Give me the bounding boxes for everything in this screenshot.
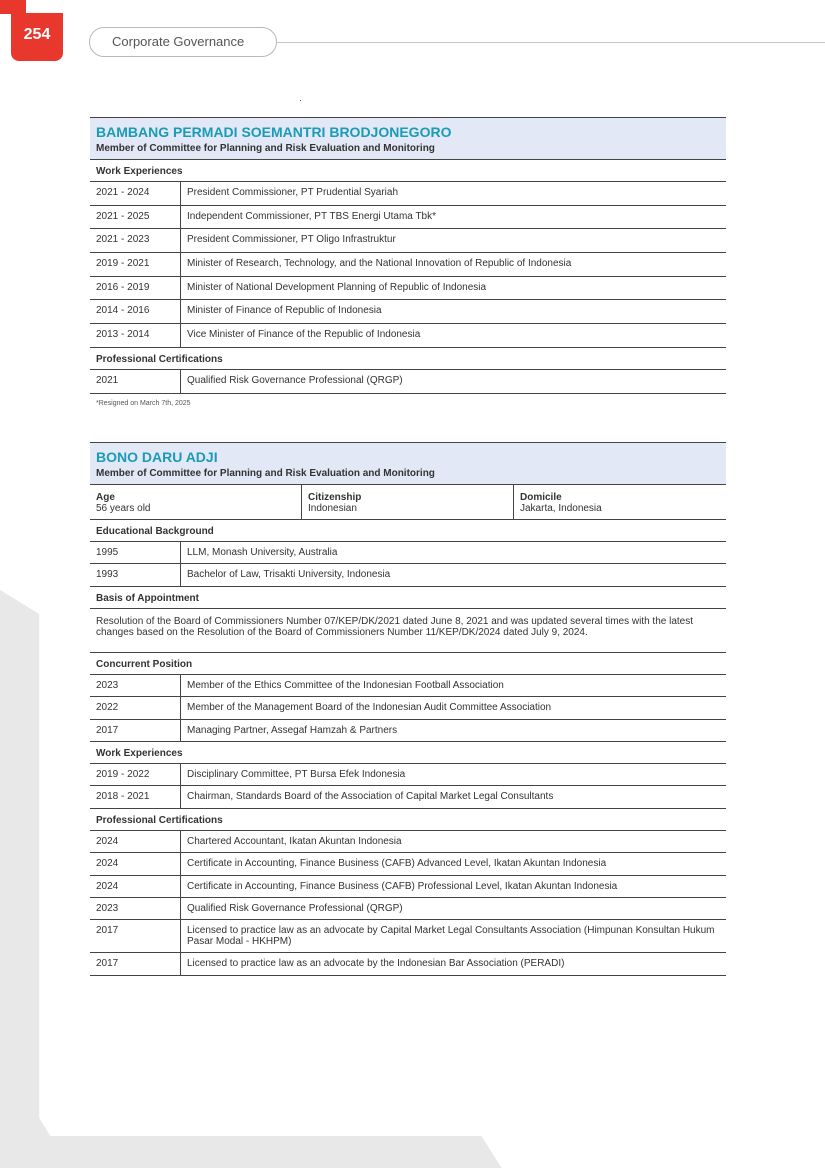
row-year: 2017 <box>90 920 181 952</box>
stray-dot <box>300 100 301 101</box>
row-year: 2021 - 2024 <box>90 182 181 205</box>
page-tab-corner <box>0 0 26 14</box>
educational-background-title: Educational Background <box>90 520 726 542</box>
row-year: 1993 <box>90 564 181 585</box>
row-year: 2021 - 2023 <box>90 229 181 252</box>
table-row <box>90 953 726 975</box>
row-desc: Minister of Finance of Republic of Indonesia <box>187 305 382 317</box>
row-desc: Disciplinary Committee, PT Bursa Efek Indonesia <box>187 768 406 780</box>
row-year: 2024 <box>90 831 181 852</box>
domicile-cell <box>514 485 726 519</box>
domicile-label: Domicile <box>520 492 562 503</box>
table-row <box>90 542 726 564</box>
row-desc: Chairman, Standards Board of the Association of Capital Market Legal Consultants <box>187 791 554 803</box>
row-desc: Bachelor of Law, Trisakti University, Indonesia <box>187 569 391 581</box>
row-year: 2021 - 2025 <box>90 206 181 229</box>
table-row <box>90 277 726 301</box>
professional-certifications-title: Professional Certifications <box>90 348 726 370</box>
row-year: 2018 - 2021 <box>90 786 181 807</box>
row-desc: Minister of National Development Planning of Republic of Indonesia <box>187 281 487 293</box>
concurrent-position-title: Concurrent Position <box>90 653 726 675</box>
row-year: 2023 <box>90 898 181 919</box>
age-value: 56 years old <box>96 503 151 514</box>
row-desc: Vice Minister of Finance of the Republic of Indonesia <box>187 329 421 341</box>
table-row <box>90 564 726 586</box>
profile-role: Member of Committee for Planning and Risk Evaluation and Monitoring <box>96 468 435 479</box>
row-year: 2019 - 2022 <box>90 764 181 785</box>
footnote: *Resigned on March 7th, 2025 <box>96 399 191 407</box>
citizenship-cell <box>302 485 514 519</box>
table-row <box>90 324 726 348</box>
profile-bambang <box>90 117 726 407</box>
age-label: Age <box>96 492 115 503</box>
row-desc: Chartered Accountant, Ikatan Akuntan Indonesia <box>187 835 402 847</box>
row-year: 2019 - 2021 <box>90 253 181 276</box>
row-year: 2024 <box>90 876 181 897</box>
row-desc: Qualified Risk Governance Professional (QRGP) <box>187 374 403 386</box>
row-desc: Certificate in Accounting, Finance Business (CAFB) Professional Level, Ikatan Akuntan Indonesia <box>187 880 618 892</box>
table-row <box>90 229 726 253</box>
row-year: 2016 - 2019 <box>90 277 181 300</box>
table-row <box>90 675 726 697</box>
work-experiences-title: Work Experiences <box>90 742 726 764</box>
citizenship-label: Citizenship <box>308 492 362 503</box>
table-row <box>90 720 726 742</box>
table-row <box>90 920 726 953</box>
work-experiences-title: Work Experiences <box>90 160 726 182</box>
row-desc: LLM, Monash University, Australia <box>187 547 338 558</box>
row-year: 2022 <box>90 697 181 718</box>
row-year: 2014 - 2016 <box>90 300 181 323</box>
row-year: 2017 <box>90 720 181 741</box>
profile-name: BONO DARU ADJI <box>96 449 218 465</box>
table-row <box>90 182 726 206</box>
table-row <box>90 898 726 920</box>
row-desc: Qualified Risk Governance Professional (QRGP) <box>187 902 403 914</box>
table-row <box>90 831 726 853</box>
row-desc: Managing Partner, Assegaf Hamzah & Partners <box>187 724 398 736</box>
profile-header <box>90 442 726 485</box>
profile-role: Member of Committee for Planning and Risk Evaluation and Monitoring <box>96 143 435 154</box>
row-desc: Licensed to practice law as an advocate by the Indonesian Bar Association (PERADI) <box>187 958 565 970</box>
row-year: 1995 <box>90 542 181 563</box>
basis-of-appointment-text: Resolution of the Board of Commissioners Number 07/KEP/DK/2021 dated June 8, 2021 and was updated several times with the latest changes based on the Resolution of the Board of Commissioners Number 11/KEP/DK/2024 dated July 9, 2024. <box>90 609 726 653</box>
header-divider <box>277 42 825 43</box>
table-row <box>90 876 726 898</box>
row-year: 2017 <box>90 953 181 974</box>
profile-bono <box>90 442 726 976</box>
section-label: Corporate Governance <box>89 27 277 57</box>
basis-of-appointment-title: Basis of Appointment <box>90 587 726 609</box>
row-desc: Member of the Ethics Committee of the Indonesian Football Association <box>187 679 504 691</box>
row-desc: President Commissioner, PT Oligo Infrastruktur <box>187 234 396 246</box>
table-row <box>90 764 726 786</box>
table-row <box>90 253 726 277</box>
row-desc: President Commissioner, PT Prudential Syariah <box>187 187 399 198</box>
profile-header <box>90 117 726 160</box>
domicile-value: Jakarta, Indonesia <box>520 503 602 514</box>
table-row <box>90 786 726 808</box>
table-row <box>90 206 726 230</box>
row-year: 2013 - 2014 <box>90 324 181 347</box>
row-desc: Member of the Management Board of the Indonesian Audit Committee Association <box>187 702 552 714</box>
table-row <box>90 853 726 875</box>
table-row <box>90 370 726 394</box>
professional-certifications-title: Professional Certifications <box>90 809 726 831</box>
citizenship-value: Indonesian <box>308 503 357 514</box>
row-year: 2021 <box>90 370 181 393</box>
page-number: 254 <box>23 26 51 43</box>
age-cell <box>90 485 302 519</box>
personal-info-row <box>90 485 726 520</box>
row-desc: Certificate in Accounting, Finance Business (CAFB) Advanced Level, Ikatan Akuntan Indonesia <box>187 858 607 870</box>
row-desc: Licensed to practice law as an advocate by Capital Market Legal Consultants Association (Himpunan Konsultan Hukum Pasar Modal - HKHPM) <box>187 925 715 948</box>
row-year: 2024 <box>90 853 181 874</box>
table-row <box>90 300 726 324</box>
row-desc: Minister of Research, Technology, and the National Innovation of Republic of Indonesia <box>187 258 572 270</box>
profile-name: BAMBANG PERMADI SOEMANTRI BRODJONEGORO <box>96 124 452 140</box>
table-row <box>90 697 726 719</box>
row-desc: Independent Commissioner, PT TBS Energi Utama Tbk* <box>187 210 437 222</box>
row-year: 2023 <box>90 675 181 696</box>
